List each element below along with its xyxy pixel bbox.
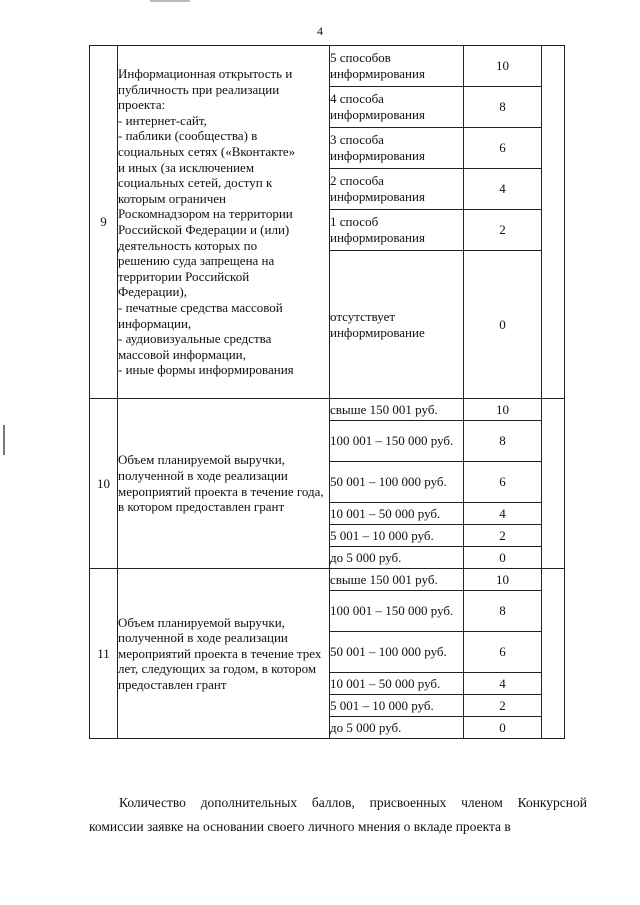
option-points: 6 (464, 632, 542, 673)
table-row (90, 569, 565, 591)
criterion-number: 11 (90, 569, 118, 739)
option-points: 6 (464, 128, 542, 169)
option-points: 4 (464, 503, 542, 525)
option-points: 0 (464, 547, 542, 569)
criterion-description: Объем планируемой выручки, полученной в ходе реализации мероприятий проекта в течение года, в котором предоставлен грант (118, 399, 330, 569)
option-points: 6 (464, 462, 542, 503)
score-cell (542, 46, 565, 399)
option-label: свыше 150 001 руб. (330, 569, 464, 591)
option-points: 4 (464, 169, 542, 210)
criterion-number: 9 (90, 46, 118, 399)
scan-margin-mark (3, 425, 5, 455)
table-row (90, 399, 565, 421)
option-points: 10 (464, 46, 542, 87)
option-points: 4 (464, 673, 542, 695)
option-label: 5 способов информирования (330, 46, 464, 87)
option-label: 10 001 – 50 000 руб. (330, 503, 464, 525)
option-points: 0 (464, 251, 542, 399)
page-number: 4 (317, 24, 323, 38)
option-label: до 5 000 руб. (330, 717, 464, 739)
option-label: 3 способа информирования (330, 128, 464, 169)
option-points: 2 (464, 525, 542, 547)
option-points: 2 (464, 695, 542, 717)
option-label: 100 001 – 150 000 руб. (330, 421, 464, 462)
option-label: 50 001 – 100 000 руб. (330, 632, 464, 673)
score-cell (542, 569, 565, 739)
option-label: свыше 150 001 руб. (330, 399, 464, 421)
option-label: 4 способа информирования (330, 87, 464, 128)
criterion-number: 10 (90, 399, 118, 569)
option-points: 8 (464, 87, 542, 128)
option-label: 1 способ информирования (330, 210, 464, 251)
option-points: 10 (464, 569, 542, 591)
footer-paragraph-text: Количество дополнительных баллов, присвоенных членом Конкурсной комиссии заявке на основании своего личного мнения о вкладе проекта в (89, 795, 587, 834)
scan-edge-mark (150, 0, 190, 2)
option-points: 8 (464, 421, 542, 462)
criterion-description: Объем планируемой выручки, полученной в ходе реализации мероприятий проекта в течение трех лет, следующих за годом, в котором предоставлен грант (118, 569, 330, 739)
option-label: отсутствует информирование (330, 251, 464, 399)
option-points: 2 (464, 210, 542, 251)
option-label: 5 001 – 10 000 руб. (330, 695, 464, 717)
option-label: 50 001 – 100 000 руб. (330, 462, 464, 503)
option-points: 10 (464, 399, 542, 421)
table-row (90, 46, 565, 87)
footer-paragraph (89, 791, 587, 839)
option-label: 2 способа информирования (330, 169, 464, 210)
criteria-table (89, 45, 565, 739)
criterion-description: Информационная открытость и публичность при реализации проекта: - интернет-сайт, - паблики (сообщества) в социальных сетях («Вконтакте» и иных (за исключением социальных сетей, доступ к которым ограничен Роскомнадзором на территории Российской Федерации и (или) деятельность которых по решению суда запрещена на территории Российской Федерации), - печатные средства массовой информации, - аудиовизуальные средства массовой информации, - иные формы информирования (118, 46, 330, 399)
option-label: 100 001 – 150 000 руб. (330, 591, 464, 632)
option-points: 0 (464, 717, 542, 739)
option-label: 5 001 – 10 000 руб. (330, 525, 464, 547)
option-label: до 5 000 руб. (330, 547, 464, 569)
option-label: 10 001 – 50 000 руб. (330, 673, 464, 695)
option-points: 8 (464, 591, 542, 632)
score-cell (542, 399, 565, 569)
